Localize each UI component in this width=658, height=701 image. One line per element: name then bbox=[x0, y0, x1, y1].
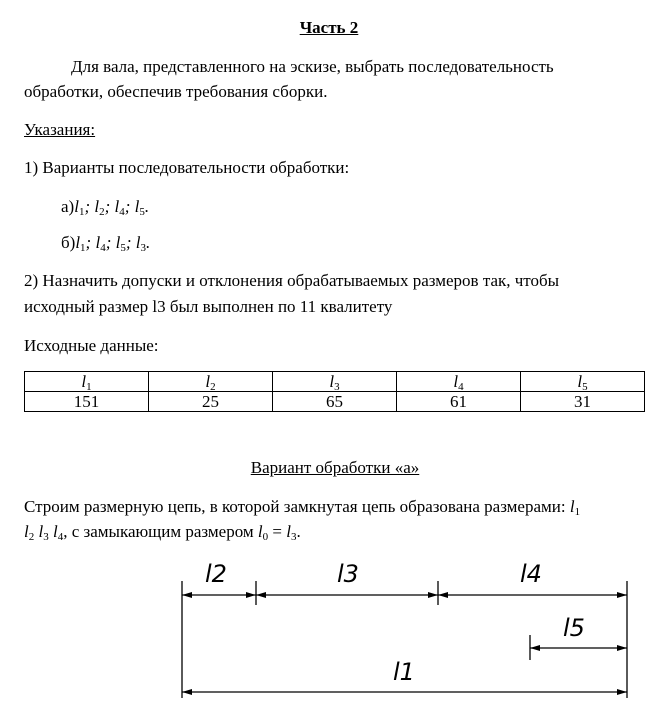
chain-text-prefix: Строим размерную цепь, в которой замкнутая цепь образована размерами: bbox=[24, 497, 566, 516]
table-header-cell: $l_5$ bbox=[521, 372, 645, 392]
closing-dim: $l_0$ bbox=[257, 522, 269, 543]
variant-a-dims: $l_1$; $l_2$; $l_4$; $l_5$. bbox=[74, 197, 150, 218]
sketch-label-l3: l3 bbox=[337, 560, 359, 588]
chain-text-line-2 bbox=[24, 522, 301, 542]
table-header-cell: $l_2$ bbox=[149, 372, 273, 392]
sketch-label-l1: l1 bbox=[393, 658, 415, 686]
sketch-label-l5: l5 bbox=[563, 614, 585, 642]
intro-line-1: Для вала, представленного на эскизе, выбрать последовательность bbox=[71, 57, 554, 76]
chain-dim-l1: $l_1$ bbox=[569, 497, 581, 518]
variant-b-dims: $l_1$; $l_4$; $l_5$; $l_3$. bbox=[75, 233, 151, 254]
table-cell: 61 bbox=[397, 392, 521, 412]
chain-dims: $l_2$ $l_3$ $l_4$ bbox=[24, 522, 64, 543]
table-cell: 65 bbox=[273, 392, 397, 412]
intro-line-2: обработки, обеспечив требования сборки. bbox=[24, 82, 328, 101]
variant-b-prefix: б) bbox=[61, 233, 76, 252]
sketch-label-l2: l2 bbox=[205, 560, 227, 588]
chain-text-line-1 bbox=[24, 497, 580, 517]
variant-b-sequence bbox=[61, 233, 150, 253]
source-data-table bbox=[24, 371, 645, 412]
sketch-label-l4: l4 bbox=[520, 560, 542, 588]
dimension-chain-sketch bbox=[0, 555, 658, 701]
instructions-heading: Указания: bbox=[24, 120, 96, 139]
table-header-cell: $l_4$ bbox=[397, 372, 521, 392]
page-title: Часть 2 bbox=[299, 18, 359, 37]
table-header-cell: $l_1$ bbox=[25, 372, 149, 392]
variant-a-prefix: а) bbox=[61, 197, 75, 216]
table-header-row bbox=[25, 372, 645, 392]
chain-text-suffix: , с замыкающим размером bbox=[63, 522, 254, 541]
equals-sign: = bbox=[272, 522, 282, 541]
variant-heading: Вариант обработки «а» bbox=[250, 458, 420, 477]
source-data-label: Исходные данные: bbox=[24, 336, 159, 355]
table-cell: 151 bbox=[25, 392, 149, 412]
item-2-line-1: 2) Назначить допуски и отклонения обрабатываемых размеров так, чтобы bbox=[24, 271, 560, 290]
table-row bbox=[25, 392, 645, 412]
equals-dim: $l_3$ bbox=[286, 522, 297, 543]
table-header-cell: $l_3$ bbox=[273, 372, 397, 392]
table-cell: 31 bbox=[521, 392, 645, 412]
item-1-text: 1) Варианты последовательности обработки: bbox=[24, 158, 350, 177]
period: . bbox=[296, 522, 301, 541]
table-cell: 25 bbox=[149, 392, 273, 412]
item-2-line-2: исходный размер l3 был выполнен по 11 квалитету bbox=[24, 297, 393, 316]
variant-a-sequence bbox=[61, 197, 149, 217]
